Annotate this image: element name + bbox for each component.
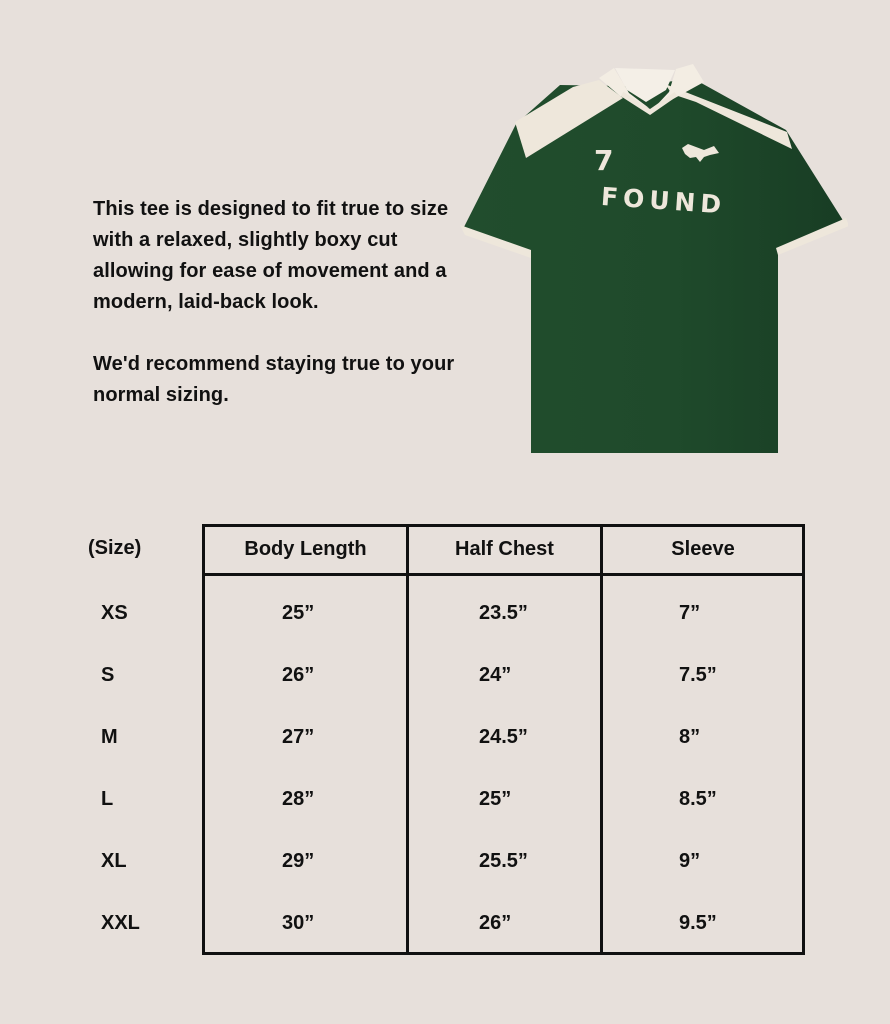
body-length-s: 26” bbox=[282, 664, 315, 686]
size-m-label: M bbox=[101, 726, 118, 748]
half-chest-s: 24” bbox=[479, 664, 512, 686]
header-divider-line bbox=[202, 573, 805, 576]
sizing-recommendation: We'd recommend staying true to your normal sizing. bbox=[93, 353, 455, 406]
size-xl-label: XL bbox=[101, 850, 127, 872]
shirt-wordmark: FOUND bbox=[600, 181, 728, 220]
size-column-header: (Size) bbox=[88, 537, 142, 559]
size-xxl-label: XXL bbox=[101, 912, 140, 934]
fit-paragraph: This tee is designed to fit true to size with a relaxed, slightly boxy cut allowing for ease of movement and a modern, laid-back look. bbox=[93, 198, 449, 313]
size-l-label: L bbox=[101, 788, 114, 810]
size-xs-label: XS bbox=[101, 602, 128, 624]
half-chest-xs: 23.5” bbox=[479, 602, 528, 624]
sleeve-s: 7.5” bbox=[679, 664, 717, 686]
half-chest-xl: 25.5” bbox=[479, 850, 528, 872]
body-length-xl: 29” bbox=[282, 850, 315, 872]
body-length-xs: 25” bbox=[282, 602, 315, 624]
green-tee-product-image bbox=[456, 54, 848, 456]
half-chest-l: 25” bbox=[479, 788, 512, 810]
body-length-l: 28” bbox=[282, 788, 315, 810]
body-length-m: 27” bbox=[282, 726, 315, 748]
sleeve-header: Sleeve bbox=[671, 538, 735, 560]
shirt-number: 7 bbox=[594, 144, 614, 177]
column-divider-2 bbox=[600, 524, 603, 955]
half-chest-m: 24.5” bbox=[479, 726, 528, 748]
half-chest-xxl: 26” bbox=[479, 912, 512, 934]
half-chest-header: Half Chest bbox=[455, 538, 554, 560]
sleeve-xl: 9” bbox=[679, 850, 701, 872]
sleeve-xs: 7” bbox=[679, 602, 701, 624]
sleeve-m: 8” bbox=[679, 726, 701, 748]
fit-description bbox=[93, 194, 473, 411]
sleeve-xxl: 9.5” bbox=[679, 912, 717, 934]
size-s-label: S bbox=[101, 664, 115, 686]
body-length-xxl: 30” bbox=[282, 912, 315, 934]
body-length-header: Body Length bbox=[244, 538, 367, 560]
column-divider-1 bbox=[406, 524, 409, 955]
sleeve-l: 8.5” bbox=[679, 788, 717, 810]
